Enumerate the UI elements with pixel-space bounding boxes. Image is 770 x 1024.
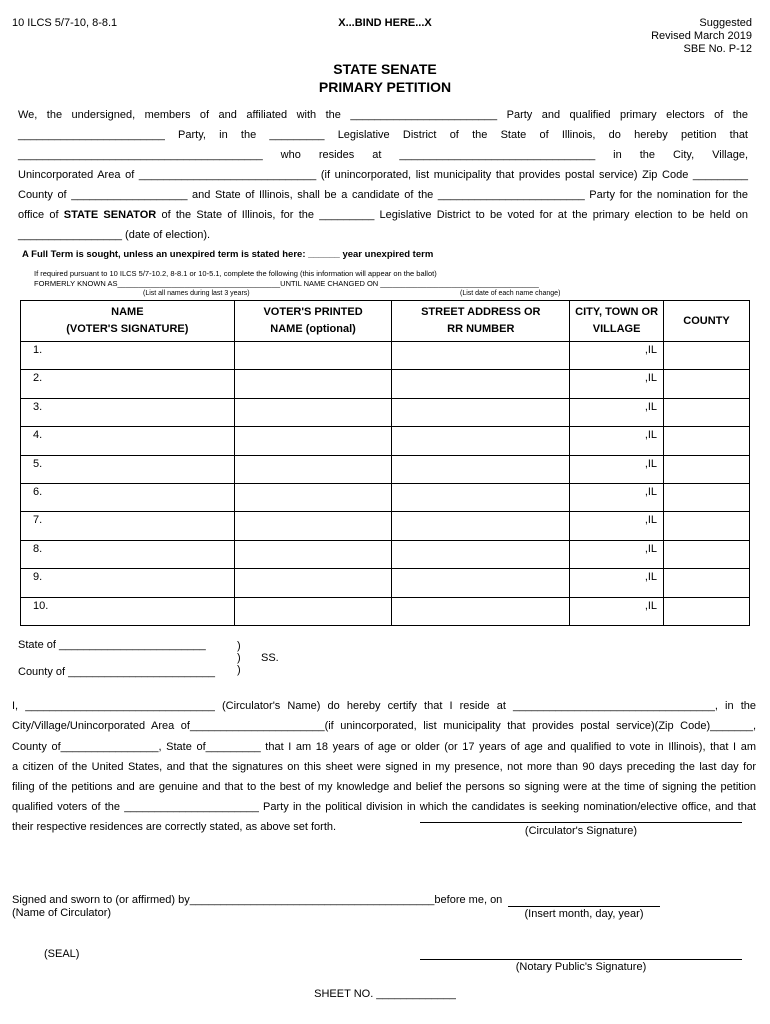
- printed-name-cell[interactable]: [234, 342, 392, 370]
- signature-cell[interactable]: 2.: [21, 370, 235, 398]
- printed-name-cell[interactable]: [234, 455, 392, 483]
- date-hint: (List date of each name change): [460, 290, 561, 297]
- header-name: NAME (VOTER'S SIGNATURE): [21, 301, 235, 342]
- title-line-1: STATE SENATE: [333, 61, 437, 77]
- names-hint: (List all names during last 3 years): [143, 290, 250, 297]
- street-address-cell[interactable]: [392, 342, 570, 370]
- bind-here-label: X...BIND HERE...X: [338, 17, 432, 29]
- full-term-statement: A Full Term is sought, unless an unexpired term is stated here: ______ year unexpired term: [22, 249, 434, 260]
- circulator-line-2: City/Village/Unincorporated Area of______________________(if unincorporated, list municipality that provides postal service)(Zip Code)_______,: [12, 720, 756, 732]
- county-cell[interactable]: [664, 540, 750, 568]
- formerly-known-as-line: FORMERLY KNOWN AS_______________________________________UNTIL NAME CHANGED ON ______________________________________: [34, 279, 539, 288]
- city-cell[interactable]: ,IL: [570, 455, 664, 483]
- street-address-cell[interactable]: [392, 597, 570, 625]
- petition-text-line-4: Unincorporated Area of _____________________________ (if unincorporated, list municipality that provides postal service) Zip Code _________: [18, 169, 748, 181]
- table-row: [21, 398, 750, 426]
- petition-text-line-3: ________________________________________ who resides at ________________________________ in the City, Village,: [18, 149, 748, 161]
- street-address-cell[interactable]: [392, 455, 570, 483]
- city-cell[interactable]: ,IL: [570, 398, 664, 426]
- header-county: COUNTY: [664, 301, 750, 342]
- form-version-block: [651, 17, 752, 56]
- table-row: [21, 569, 750, 597]
- printed-name-cell[interactable]: [234, 398, 392, 426]
- city-cell[interactable]: ,IL: [570, 342, 664, 370]
- office-pre: office of: [18, 209, 64, 221]
- street-address-cell[interactable]: [392, 427, 570, 455]
- table-row: [21, 597, 750, 625]
- sheet-number: SHEET NO. _____________: [314, 988, 456, 1000]
- table-row: [21, 370, 750, 398]
- table-row: [21, 540, 750, 568]
- printed-name-cell[interactable]: [234, 569, 392, 597]
- street-address-cell[interactable]: [392, 540, 570, 568]
- signature-cell[interactable]: 7.: [21, 512, 235, 540]
- office-name: STATE SENATOR: [63, 209, 157, 221]
- petition-text-line-5: County of ___________________ and State of Illinois, shall be a candidate of the ________________________ Party for the nomination for the: [18, 189, 748, 201]
- printed-name-cell[interactable]: [234, 597, 392, 625]
- petition-text-line-7: _________________ (date of election).: [18, 229, 211, 241]
- signature-cell[interactable]: 9.: [21, 569, 235, 597]
- circulator-line-5: filing of the petitions and are genuine and that to the best of my knowledge and belief the persons so signing were at the time of signing the petition: [12, 781, 756, 793]
- city-cell[interactable]: ,IL: [570, 427, 664, 455]
- venue-brackets: ) ) ): [237, 640, 241, 676]
- signature-cell[interactable]: 6.: [21, 483, 235, 511]
- signature-cell[interactable]: 10.: [21, 597, 235, 625]
- suggested-label: Suggested: [699, 17, 752, 29]
- city-cell[interactable]: ,IL: [570, 512, 664, 540]
- city-cell[interactable]: ,IL: [570, 569, 664, 597]
- date-line: [508, 906, 660, 907]
- county-cell[interactable]: [664, 342, 750, 370]
- header-printed-name: VOTER'S PRINTED NAME (optional): [234, 301, 392, 342]
- printed-name-cell[interactable]: [234, 427, 392, 455]
- seal-label: (SEAL): [44, 948, 80, 960]
- county-cell[interactable]: [664, 398, 750, 426]
- table-row: [21, 483, 750, 511]
- petition-text-line-1: We, the undersigned, members of and affiliated with the ________________________ Party and qualified primary electors of the: [18, 109, 748, 121]
- office-post: of the State of Illinois, for the _________ Legislative District to be voted for at the primary election to be held on: [156, 209, 748, 221]
- title-line-2: PRIMARY PETITION: [318, 79, 452, 95]
- county-cell[interactable]: [664, 512, 750, 540]
- notary-signature-label: (Notary Public's Signature): [515, 961, 647, 973]
- circulator-line-1: I, _______________________________ (Circulator's Name) do hereby certify that I reside at _________________________________, in the: [12, 700, 756, 712]
- county-cell[interactable]: [664, 483, 750, 511]
- revised-date: Revised March 2019: [651, 30, 752, 42]
- street-address-cell[interactable]: [392, 569, 570, 597]
- city-cell[interactable]: ,IL: [570, 597, 664, 625]
- signature-cell[interactable]: 8.: [21, 540, 235, 568]
- table-row: [21, 455, 750, 483]
- signature-cell[interactable]: 5.: [21, 455, 235, 483]
- circulator-line-6: qualified voters of the ______________________ Party in the political division in which the candidates is seeking nomination/elective office, and that: [12, 801, 756, 813]
- notary-signature-line: [420, 959, 742, 960]
- circulator-signature-label: (Circulator's Signature): [524, 825, 638, 837]
- petition-text-line-2: ________________________ Party, in the _________ Legislative District of the State of Illinois, do hereby petition that: [18, 129, 748, 141]
- street-address-cell[interactable]: [392, 370, 570, 398]
- table-row: [21, 342, 750, 370]
- sworn-statement: Signed and sworn to (or affirmed) by________________________________________before me, on: [12, 894, 503, 906]
- printed-name-cell[interactable]: [234, 370, 392, 398]
- table-header-row: [21, 301, 750, 342]
- insert-date-label: (Insert month, day, year): [524, 908, 644, 920]
- city-cell[interactable]: ,IL: [570, 483, 664, 511]
- street-address-cell[interactable]: [392, 483, 570, 511]
- venue-state: State of ________________________: [18, 639, 206, 651]
- county-cell[interactable]: [664, 569, 750, 597]
- county-cell[interactable]: [664, 455, 750, 483]
- table-row: [21, 427, 750, 455]
- table-row: [21, 512, 750, 540]
- venue-county: County of ________________________: [18, 666, 215, 678]
- signature-cell[interactable]: 4.: [21, 427, 235, 455]
- county-cell[interactable]: [664, 427, 750, 455]
- petition-signature-table: [20, 300, 750, 626]
- street-address-cell[interactable]: [392, 512, 570, 540]
- header-street-address: STREET ADDRESS OR RR NUMBER: [392, 301, 570, 342]
- city-cell[interactable]: ,IL: [570, 540, 664, 568]
- page-title: [0, 60, 770, 96]
- county-cell[interactable]: [664, 370, 750, 398]
- petition-text-line-6: [18, 208, 748, 222]
- circulator-line-4: a citizen of the United States, and that the signatures on this sheet were signed in my presence, not more than 90 days preceding the last day for: [12, 761, 756, 773]
- city-cell[interactable]: ,IL: [570, 370, 664, 398]
- former-name-note: If required pursuant to 10 ILCS 5/7-10.2, 8-8.1 or 10-5.1, complete the following (this information will appear on the ballot): [34, 269, 437, 278]
- circulator-line-3: County of________________, State of_________ that I am 18 years of age or older (or 17 years of age and qualified to vote in Illinois), that I am: [12, 741, 756, 753]
- header-city: CITY, TOWN OR VILLAGE: [570, 301, 664, 342]
- circulator-line-7: their respective residences are correctly stated, as above set forth.: [12, 821, 337, 833]
- signature-cell[interactable]: 3.: [21, 398, 235, 426]
- circulator-signature-line: [420, 822, 742, 823]
- printed-name-cell[interactable]: [234, 512, 392, 540]
- sbe-number: SBE No. P-12: [683, 43, 752, 55]
- printed-name-cell[interactable]: [234, 483, 392, 511]
- county-cell[interactable]: [664, 597, 750, 625]
- name-of-circulator-label: (Name of Circulator): [12, 907, 112, 919]
- printed-name-cell[interactable]: [234, 540, 392, 568]
- street-address-cell[interactable]: [392, 398, 570, 426]
- ss-label: SS.: [261, 652, 279, 664]
- statute-reference: 10 ILCS 5/7-10, 8-8.1: [12, 17, 118, 29]
- signature-cell[interactable]: 1.: [21, 342, 235, 370]
